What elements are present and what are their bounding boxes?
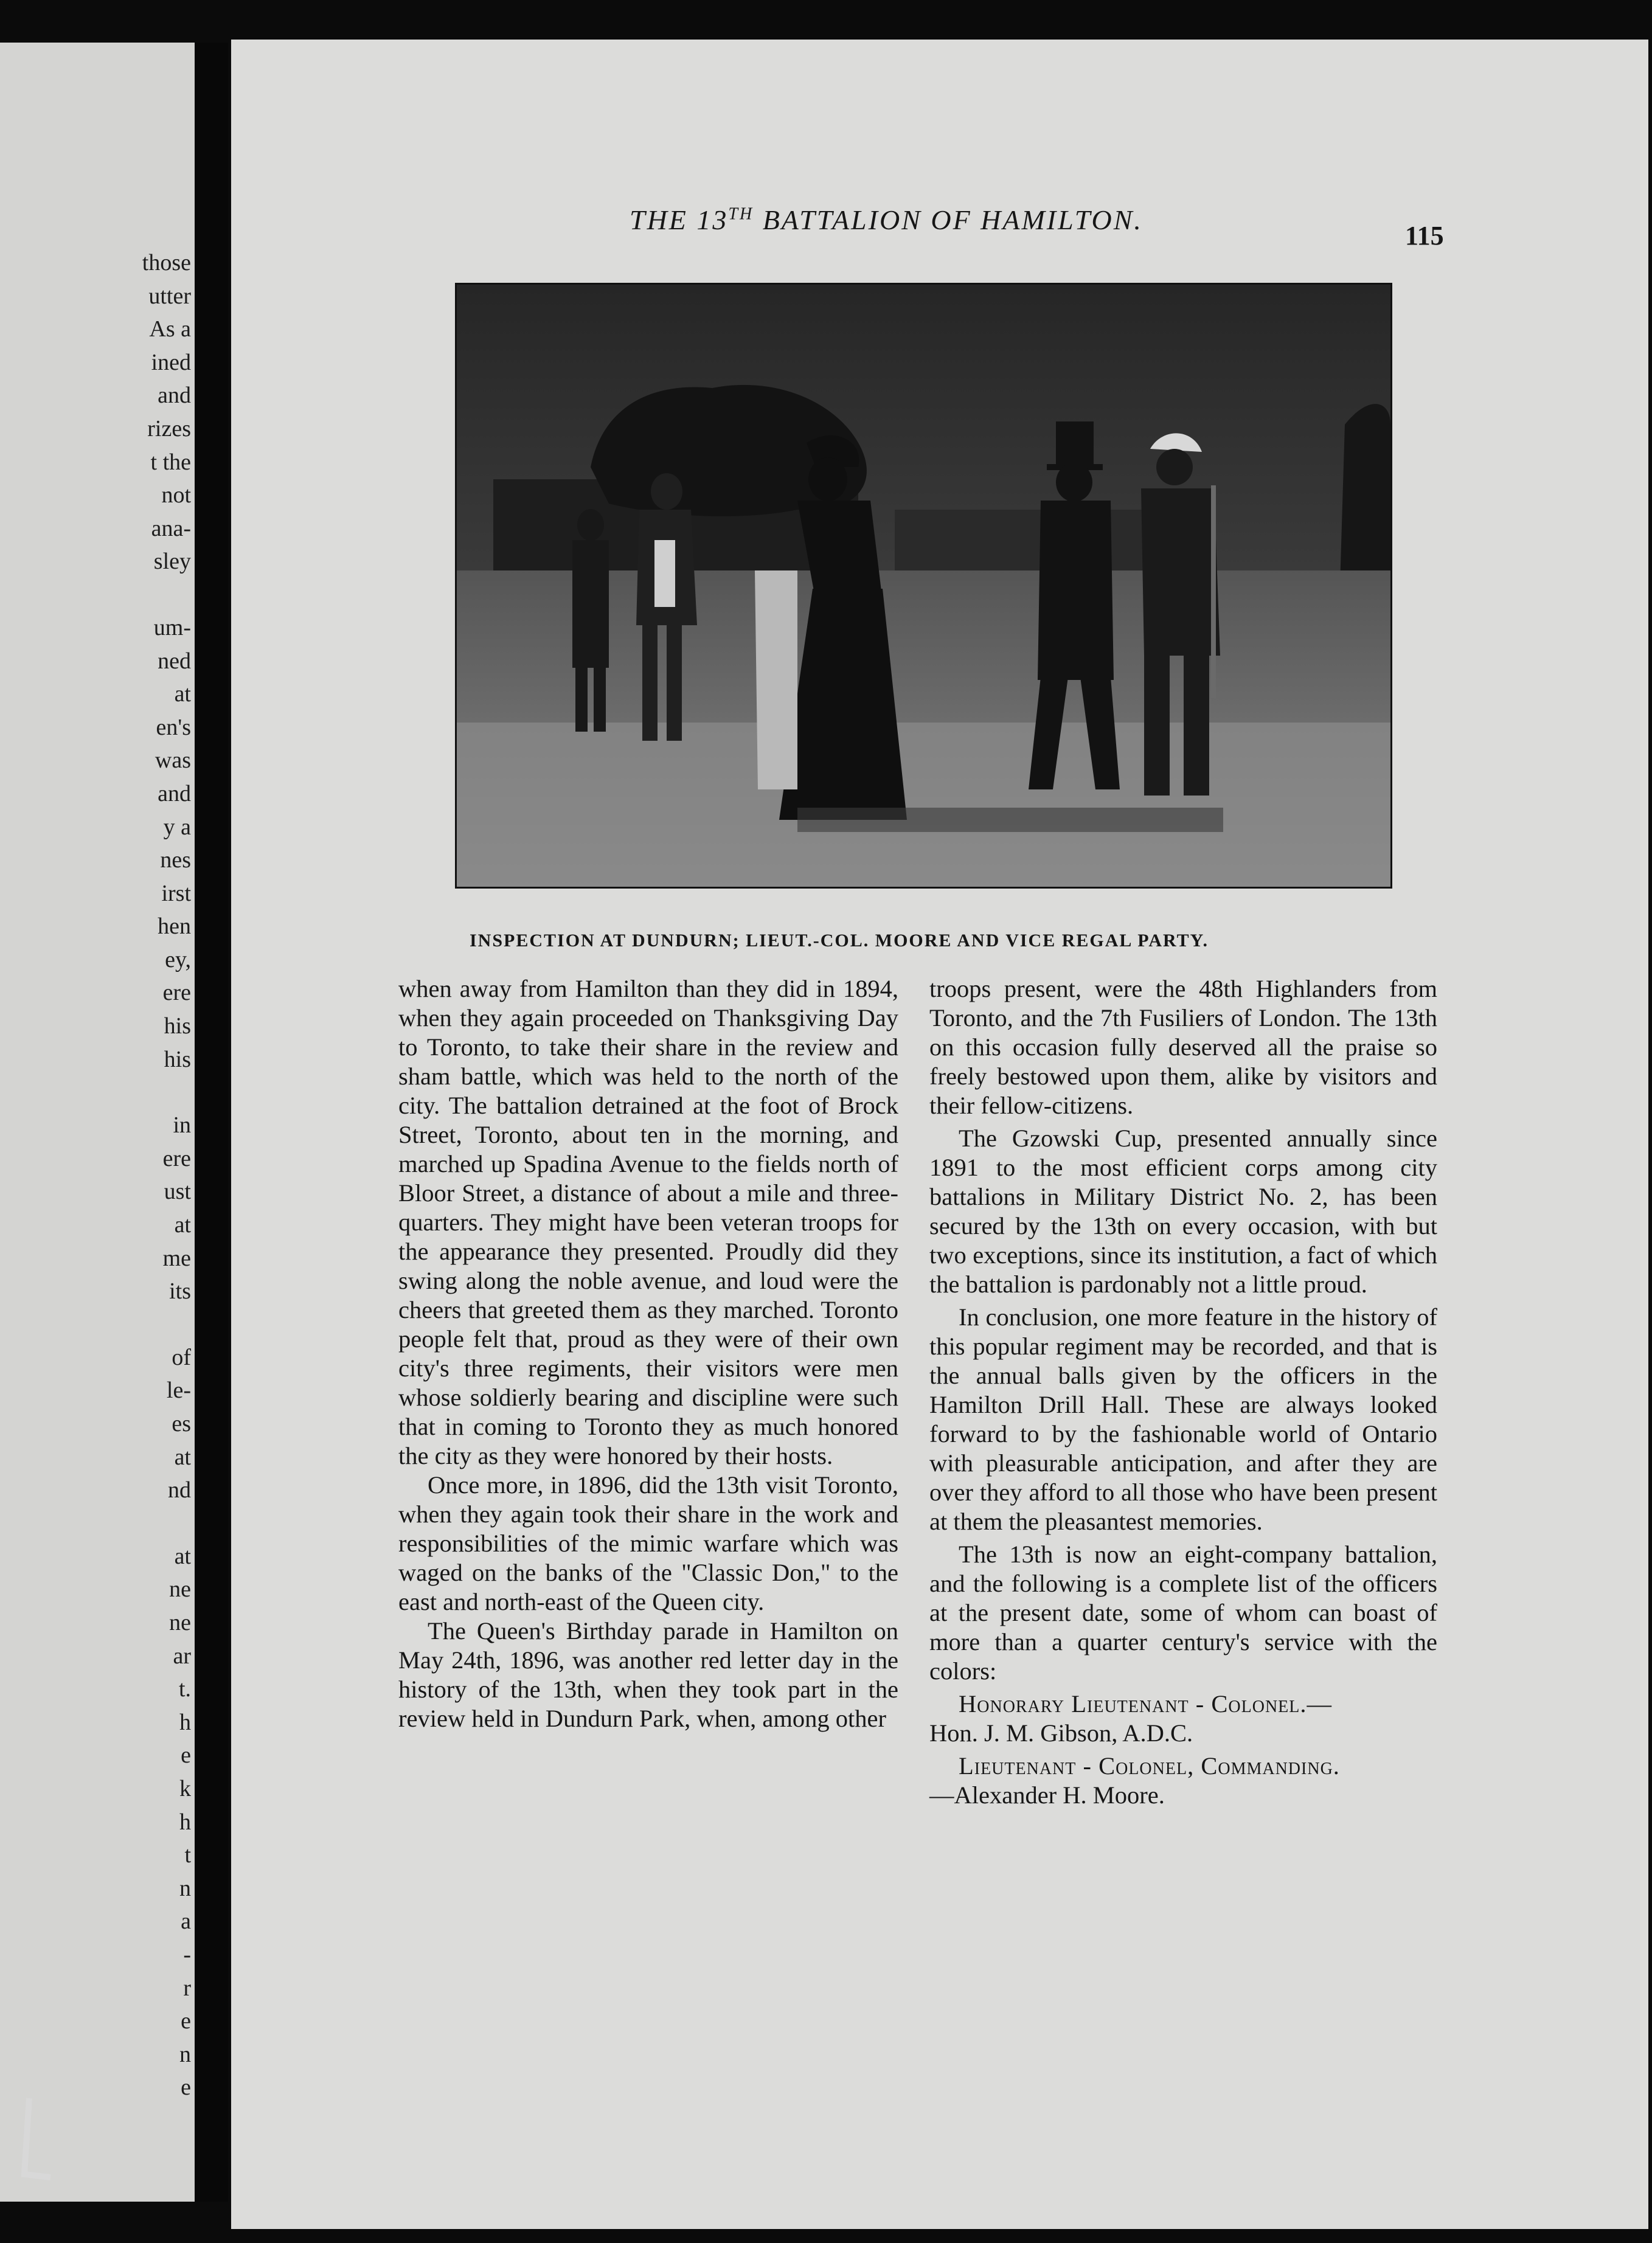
officer-rank: Honorary Lieutenant - Colonel.— bbox=[959, 1690, 1332, 1718]
facing-page-fragment: ere bbox=[162, 1145, 191, 1171]
facing-page-fragment: - bbox=[183, 1941, 191, 1967]
facing-page-fragment: k bbox=[179, 1775, 191, 1801]
facing-page-fragment: t bbox=[184, 1842, 191, 1868]
officer-name: —Alexander H. Moore. bbox=[929, 1781, 1165, 1809]
facing-page-line-group bbox=[142, 611, 191, 1076]
running-header bbox=[630, 204, 1143, 236]
paragraph: when away from Hamilton than they did in 1894, when they again proceeded on Thanksgiving Day to Toronto, to take their share in the review and sham battle, which was held to the north of the city. The battalion detrained at the foot of Brock Street, Toronto, about ten in the morning, and marched up Spadina Avenue to the fields north of Bloor Street, a distance of about a mile and three-quarters. They might have been veteran troops for the appearance they presented. Proudly did they swing along the noble avenue, and loud were the cheers that greeted them as they marched. Toronto people felt that, proud as they were of their own city's three regiments, their visitors were men whose soldierly bearing and discipline were such that in coming to Toronto they as much honored the city as they were honored by their hosts. bbox=[398, 975, 898, 1469]
facing-page-fragment: at bbox=[174, 681, 191, 707]
facing-page-fragment: y a bbox=[163, 814, 191, 840]
facing-page-fragment: hen bbox=[158, 913, 191, 940]
facing-page-fragment: As a bbox=[149, 316, 191, 342]
facing-page-fragment: sley bbox=[153, 549, 191, 575]
facing-page-fragment: utter bbox=[148, 283, 191, 309]
facing-page-line-group bbox=[142, 1540, 191, 2104]
facing-page-fragment: and bbox=[158, 780, 191, 806]
facing-page-fragment: and bbox=[158, 383, 191, 409]
paragraph: The 13th is now an eight-company battalion, and the following is a complete list of the officers at the present date, some of whom can boast of more than a quarter century's service with the colors: bbox=[929, 1541, 1437, 1685]
header-title-part2: BATTALION OF HAMILTON. bbox=[754, 204, 1143, 235]
scan-corner-mark bbox=[17, 2095, 54, 2193]
facing-page-fragment: n bbox=[179, 1875, 191, 1901]
facing-page-fragment: me bbox=[162, 1245, 191, 1271]
photo-illustration bbox=[457, 285, 1390, 887]
facing-page-fragment: h bbox=[179, 1809, 191, 1835]
facing-page-fragment: ana- bbox=[151, 515, 191, 541]
paragraph: The Gzowski Cup, presented annually since 1891 to the most efficient corps among city battalions in Military District No. 2, has been secured by the 13th on every occasion, with but two exceptions, since its institution, a fact of which the battalion is pardonably not a little proud. bbox=[929, 1125, 1437, 1298]
facing-page-fragment: um- bbox=[153, 614, 191, 640]
facing-page-fragment: nd bbox=[168, 1477, 191, 1503]
facing-page-fragment: rizes bbox=[147, 415, 191, 442]
path bbox=[457, 723, 1390, 887]
officer-rank: Lieutenant - Colonel, Commanding. bbox=[959, 1752, 1340, 1780]
facing-page-fragment: his bbox=[164, 1013, 191, 1039]
page-number: 115 bbox=[1405, 221, 1444, 251]
facing-page-fragment: its bbox=[169, 1278, 191, 1305]
photo-shadow bbox=[797, 808, 1223, 832]
facing-page-fragment: ar bbox=[173, 1643, 191, 1669]
facing-page-fragment: those bbox=[142, 250, 191, 276]
facing-page-line-group bbox=[142, 1341, 191, 1507]
facing-page-fragment: t. bbox=[178, 1676, 191, 1702]
photo-caption: INSPECTION AT DUNDURN; LIEUT.-COL. MOORE AND VICE REGAL PARTY. bbox=[470, 931, 1209, 951]
facing-page-fragment: r bbox=[183, 1975, 191, 2001]
facing-page-fragment: es bbox=[172, 1411, 191, 1437]
facing-page-fragment: at bbox=[174, 1444, 191, 1470]
facing-page-fragment: ust bbox=[164, 1179, 191, 1205]
paragraph: In conclusion, one more feature in the history of this popular regiment may be recorded, and that is the annual balls given by the officers in the Hamilton Drill Hall. These are always looked forward to by the fashionable world of Ontario with pleasurable anticipation, and after they are over they afford to all those who have been present at them the pleasantest memories. bbox=[929, 1303, 1437, 1535]
facing-page-text bbox=[142, 246, 191, 2104]
paragraph: troops present, were the 48th Highlanders from Toronto, and the 7th Fusiliers of London. The 13th on this occasion fully deserved all the praise so freely bestowed upon them, alike by visitors and their fellow-citizens. bbox=[929, 975, 1437, 1119]
facing-page bbox=[0, 43, 195, 2202]
facing-page-fragment: n bbox=[179, 2041, 191, 2067]
halftone-photograph bbox=[455, 283, 1392, 889]
facing-page-fragment: ey, bbox=[165, 946, 191, 972]
officer-entry bbox=[929, 1690, 1437, 1748]
facing-page-fragment: en's bbox=[156, 714, 191, 740]
facing-page-fragment: ned bbox=[158, 648, 191, 674]
facing-page-line-group bbox=[142, 1109, 191, 1308]
facing-page-fragment: of bbox=[172, 1344, 191, 1370]
facing-page-fragment: was bbox=[154, 747, 191, 774]
book-gutter bbox=[195, 43, 228, 2202]
facing-page-fragment: h bbox=[179, 1709, 191, 1735]
paragraph: Once more, in 1896, did the 13th visit Toronto, when they again took their share in the work and responsibilities of the mimic warfare which was waged on the banks of the "Classic Don," to the east and north-east of the Queen city. bbox=[398, 1471, 898, 1615]
facing-page-fragment: t the bbox=[150, 449, 191, 475]
facing-page-fragment: irst bbox=[161, 880, 191, 906]
facing-page-fragment: in bbox=[173, 1112, 191, 1139]
facing-page-fragment: e bbox=[181, 2075, 191, 2101]
text-column-right bbox=[929, 974, 1437, 1810]
facing-page-fragment: e bbox=[181, 1742, 191, 1769]
text-column-left bbox=[398, 974, 898, 1733]
facing-page-fragment: his bbox=[164, 1046, 191, 1072]
facing-page-fragment: at bbox=[174, 1212, 191, 1238]
header-title-part1: THE 13 bbox=[630, 204, 729, 235]
facing-page-fragment: at bbox=[174, 1543, 191, 1569]
paragraph: The Queen's Birthday parade in Hamilton on May 24th, 1896, was another red letter day in the history of the 13th, when they took part in the review held in Dundurn Park, when, among other bbox=[398, 1617, 898, 1732]
facing-page-fragment: not bbox=[161, 482, 191, 508]
header-title-sup: TH bbox=[728, 204, 754, 224]
officer-entry bbox=[929, 1752, 1437, 1810]
facing-page-fragment: nes bbox=[160, 847, 191, 873]
facing-page-fragment: e bbox=[181, 2008, 191, 2034]
facing-page-fragment: a bbox=[181, 1908, 191, 1935]
facing-page-fragment: ined bbox=[151, 349, 191, 375]
facing-page-fragment: ere bbox=[162, 980, 191, 1006]
facing-page-fragment: le- bbox=[166, 1378, 191, 1404]
facing-page-fragment: ne bbox=[169, 1576, 191, 1603]
facing-page-fragment: ne bbox=[169, 1609, 191, 1635]
officer-name: Hon. J. M. Gibson, A.D.C. bbox=[929, 1719, 1193, 1747]
facing-page-line-group bbox=[142, 246, 191, 578]
